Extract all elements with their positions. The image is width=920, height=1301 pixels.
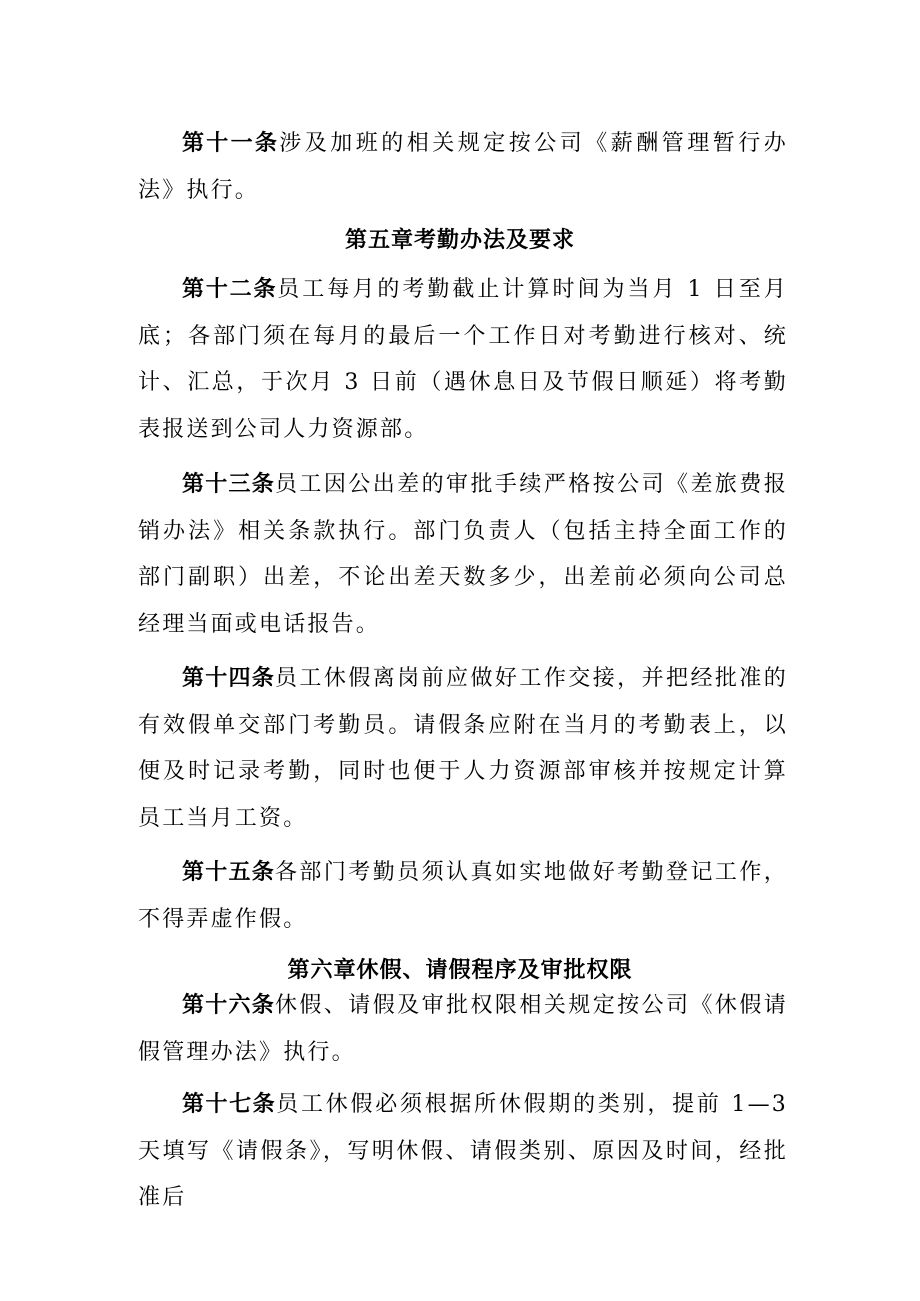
chapter-6-heading: 第六章休假、请假程序及审批权限 — [287, 958, 633, 983]
article-13 — [138, 462, 788, 648]
article-11 — [138, 121, 788, 214]
article-17-text: 员工休假必须根据所休假期的类别，提前 1—3 天填写《请假条》，写明休假、请假类别、原因及时间，经批准后 — [138, 1092, 788, 1210]
article-13-text: 员工因公出差的审批手续严格按公司《差旅费报销办法》相关条款执行。部门负责人（包括主持全面工作的部门副职）出差，不论出差天数多少，出差前必须向公司总经理当面或电话报告。 — [138, 472, 788, 637]
article-15 — [138, 850, 788, 943]
chapter-5-heading: 第五章考勤办法及要求 — [344, 228, 575, 253]
article-12-label: 第十二条 — [182, 277, 278, 302]
article-12 — [138, 267, 788, 453]
article-14-label: 第十四条 — [182, 666, 275, 691]
article-14 — [138, 656, 788, 842]
article-16-text: 休假、请假及审批权限相关规定按公司《休假请假管理办法》执行。 — [138, 993, 788, 1065]
article-17-label: 第十七条 — [182, 1092, 277, 1117]
article-16 — [138, 983, 788, 1076]
article-15-text: 各部门考勤员须认真如实地做好考勤登记工作，不得弄虚作假。 — [138, 860, 788, 932]
article-13-label: 第十三条 — [182, 472, 275, 497]
article-11-label: 第十一条 — [182, 131, 280, 156]
article-11-text: 涉及加班的相关规定按公司《薪酬管理暂行办法》执行。 — [138, 131, 788, 203]
article-16-label: 第十六条 — [182, 993, 275, 1018]
article-15-label: 第十五条 — [182, 860, 275, 885]
article-14-text: 员工休假离岗前应做好工作交接，并把经批准的有效假单交部门考勤员。请假条应附在当月的考勤表上，以便及时记录考勤，同时也便于人力资源部审核并按规定计算员工当月工资。 — [138, 666, 788, 831]
article-12-text: 员工每月的考勤截止计算时间为当月 1 日至月底；各部门须在每月的最后一个工作日对考勤进行核对、统计、汇总，于次月 3 日前（遇休息日及节假日顺延）将考勤表报送到公司人力资源部。 — [138, 277, 788, 442]
article-17 — [138, 1082, 788, 1222]
